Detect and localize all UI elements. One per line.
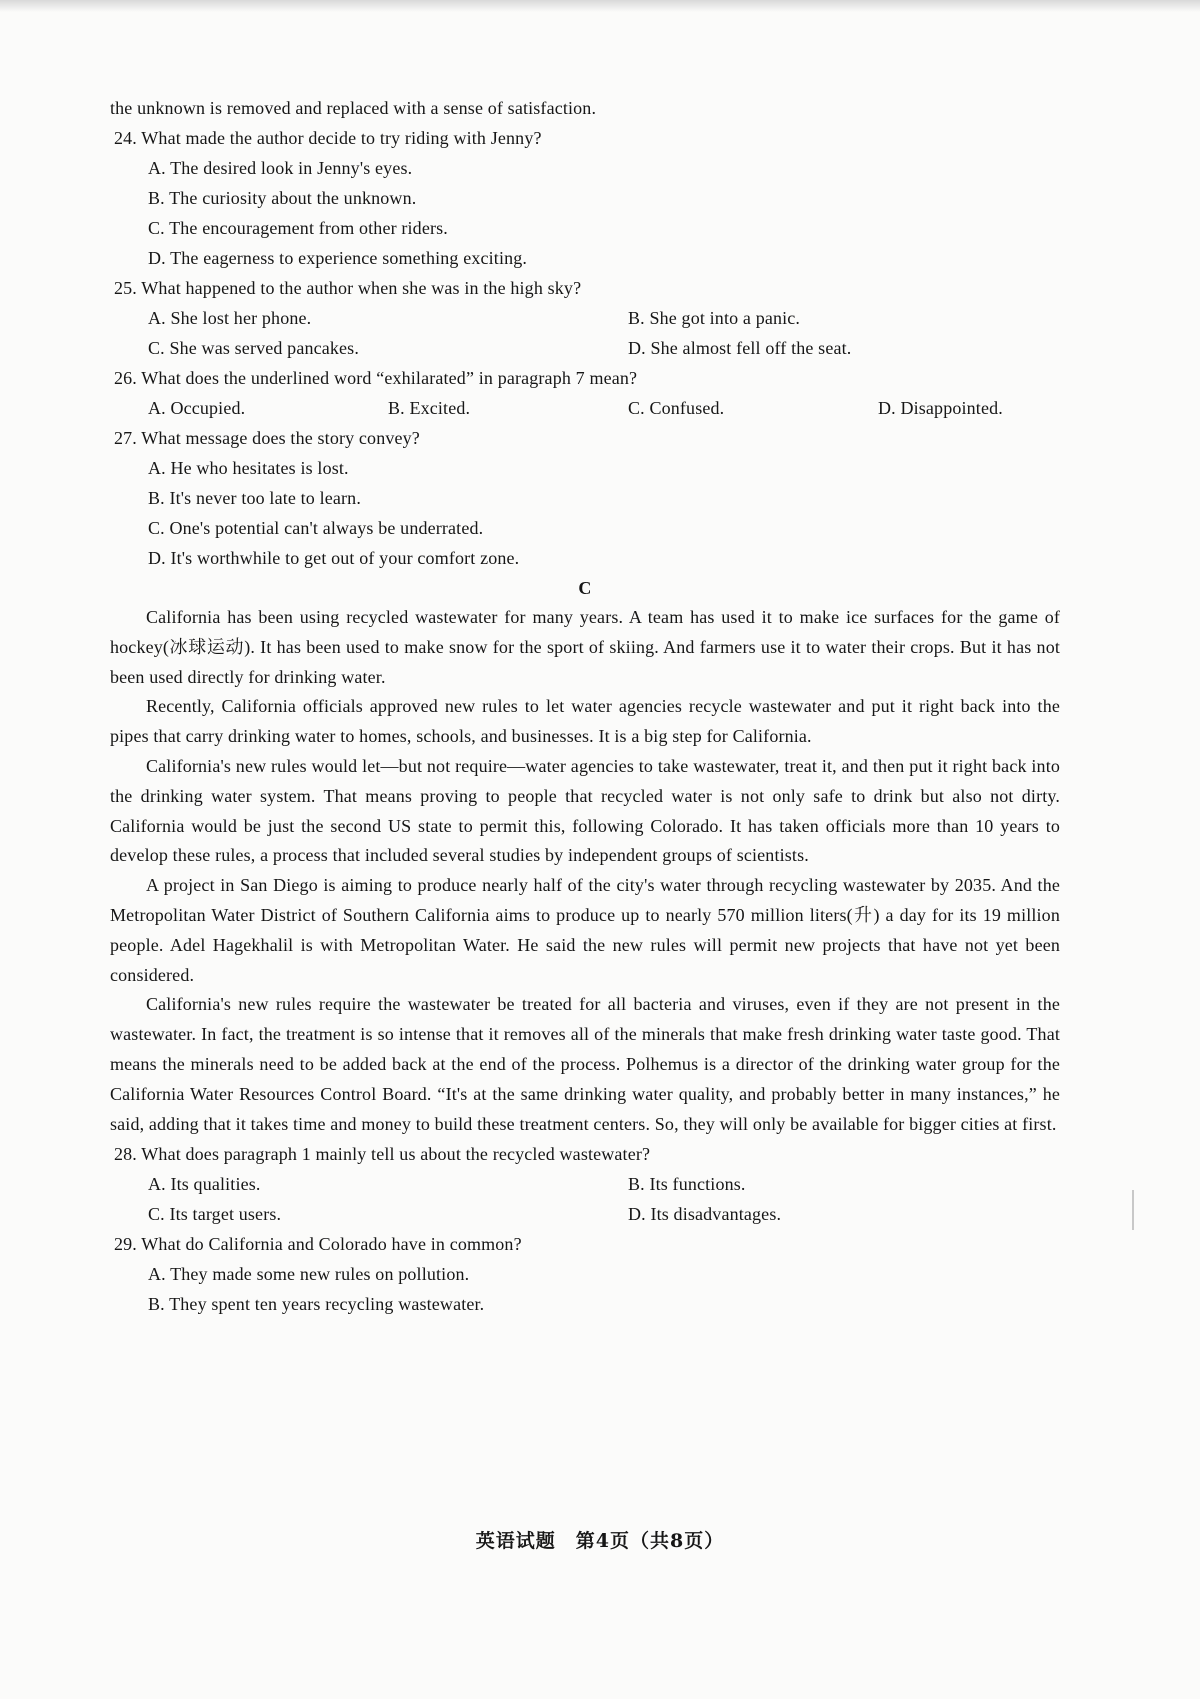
question-stem: 28. What does paragraph 1 mainly tell us about the recycled wastewater? <box>114 1144 651 1165</box>
option-d: D. The eagerness to experience something exciting. <box>148 248 528 268</box>
option-d: D. It's worthwhile to get out of your comfort zone. <box>148 548 520 568</box>
question-stem: 25. What happened to the author when she was in the high sky? <box>114 278 582 298</box>
option-c: C. She was served pancakes. <box>148 338 359 358</box>
option-c: C. The encouragement from other riders. <box>148 218 448 238</box>
question-26 <box>110 363 1060 423</box>
question-stem: 26. What does the underlined word “exhilarated” in paragraph 7 mean? <box>114 368 638 388</box>
options-row-cd <box>110 1199 1060 1229</box>
option-a: A. The desired look in Jenny's eyes. <box>148 158 413 178</box>
option-a: A. She lost her phone. <box>148 308 312 328</box>
option-d: D. She almost fell off the seat. <box>628 338 852 358</box>
option-b: B. Excited. <box>388 398 471 418</box>
question-28 <box>110 1139 1060 1229</box>
scan-mark <box>1132 1190 1134 1230</box>
paragraph-1: California has been using recycled wastewater for many years. A team has used it to make ice surfaces for the game of hockey(冰球运动). It has been used to make snow for the sport of skiing. And farmers use it to water their crops. But it has not been used directly for drinking water. <box>110 607 1060 687</box>
option-b: B. Its functions. <box>628 1174 746 1195</box>
paragraph-2: Recently, California officials approved new rules to let water agencies recycle wastewater and put it right back into the pipes that carry drinking water to homes, schools, and businesses. It is a big step for California. <box>110 696 1060 747</box>
options-row-cd <box>110 333 1060 363</box>
option-b: B. They spent ten years recycling wastewater. <box>148 1294 485 1315</box>
question-24 <box>110 123 1060 273</box>
option-b: B. It's never too late to learn. <box>148 488 361 508</box>
passage-c <box>110 603 1060 1139</box>
option-d: D. Its disadvantages. <box>628 1204 782 1225</box>
section-heading: C <box>578 578 592 598</box>
options-row <box>110 393 1060 423</box>
option-c: C. One's potential can't always be underrated. <box>148 518 484 538</box>
option-b: B. She got into a panic. <box>628 308 801 328</box>
option-a: A. They made some new rules on pollution. <box>148 1264 470 1285</box>
question-25 <box>110 273 1060 363</box>
option-c: C. Its target users. <box>148 1204 282 1225</box>
question-stem: 29. What do California and Colorado have in common? <box>114 1234 522 1255</box>
options-row-ab <box>110 303 1060 333</box>
page-footer: 英语试题 第4页（共8页） <box>475 1530 725 1552</box>
question-29 <box>110 1229 1060 1319</box>
option-b: B. The curiosity about the unknown. <box>148 188 417 208</box>
paragraph-5: California's new rules require the wastewater be treated for all bacteria and viruses, even if they are not present in the wastewater. In fact, the treatment is so intense that it removes all of the minerals that make fresh drinking water taste good. That means the minerals need to be added back at the end of the process. Polhemus is a director of the drinking water group for the California Water Resources Control Board. “It's at the same drinking water quality, and probably better in many instances,” he said, adding that it takes time and money to build these treatment centers. So, they will only be available for bigger cities at first. <box>110 994 1060 1134</box>
scan-edge <box>0 0 1200 12</box>
option-a: A. Its qualities. <box>148 1174 261 1195</box>
options-row-ab <box>110 1169 1060 1199</box>
option-c: C. Confused. <box>628 398 725 418</box>
paragraph-4: A project in San Diego is aiming to produce nearly half of the city's water through recycling wastewater by 2035. And the Metropolitan Water District of Southern California aims to produce up to nearly 570 million liters(升) a day for its 19 million people. Adel Hagekhalil is with Metropolitan Water. He said the new rules will permit new projects that have not yet been considered. <box>110 875 1060 985</box>
intro-line: the unknown is removed and replaced with a sense of satisfaction. <box>110 98 597 118</box>
option-a: A. Occupied. <box>148 398 246 418</box>
question-stem: 24. What made the author decide to try riding with Jenny? <box>114 128 542 148</box>
option-a: A. He who hesitates is lost. <box>148 458 349 478</box>
question-stem: 27. What message does the story convey? <box>114 428 420 448</box>
page-content <box>110 93 1060 1319</box>
option-d: D. Disappointed. <box>878 398 1003 418</box>
question-27 <box>110 423 1060 573</box>
paragraph-3: California's new rules would let—but not require—water agencies to take wastewater, treat it, and then put it right back into the drinking water system. That means proving to people that recycled water is not only safe to drink but also not dirty. California would be just the second US state to permit this, following Colorado. It has taken officials more than 10 years to develop these rules, a process that included several studies by independent groups of scientists. <box>110 755 1060 866</box>
